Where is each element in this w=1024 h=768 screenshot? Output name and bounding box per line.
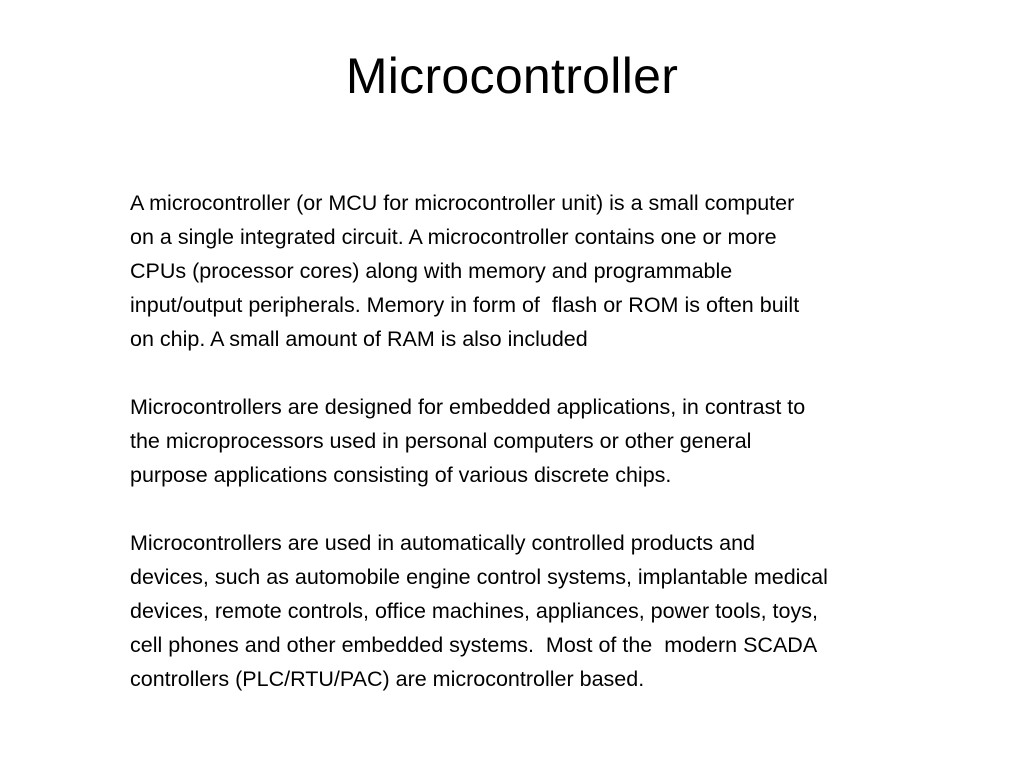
paragraph-design	[130, 390, 990, 492]
text-line: A microcontroller (or MCU for microcontroller unit) is a small computer	[130, 191, 795, 215]
text-line: devices, remote controls, office machines, appliances, power tools, toys,	[130, 599, 818, 623]
text-line: Microcontrollers are designed for embedded applications, in contrast to	[130, 395, 806, 419]
text-line: devices, such as automobile engine control systems, implantable medical	[130, 565, 828, 589]
text-line: Microcontrollers are used in automatically controlled products and	[130, 531, 756, 555]
text-line: cell phones and other embedded systems. Most of the modern SCADA	[130, 633, 818, 657]
text-line: controllers (PLC/RTU/PAC) are microcontroller based.	[130, 667, 645, 691]
paragraph-definition	[130, 186, 990, 356]
text-line: on a single integrated circuit. A microcontroller contains one or more	[130, 225, 777, 249]
paragraph-usage	[130, 526, 990, 696]
text-line: purpose applications consisting of various discrete chips.	[130, 463, 672, 487]
text-line: CPUs (processor cores) along with memory and programmable	[130, 259, 733, 283]
slide-title: Microcontroller	[345, 48, 679, 104]
text-line: input/output peripherals. Memory in form of flash or ROM is often built	[130, 293, 800, 317]
text-line: the microprocessors used in personal computers or other general	[130, 429, 752, 453]
slide-body	[130, 186, 990, 730]
text-line: on chip. A small amount of RAM is also included	[130, 327, 588, 351]
